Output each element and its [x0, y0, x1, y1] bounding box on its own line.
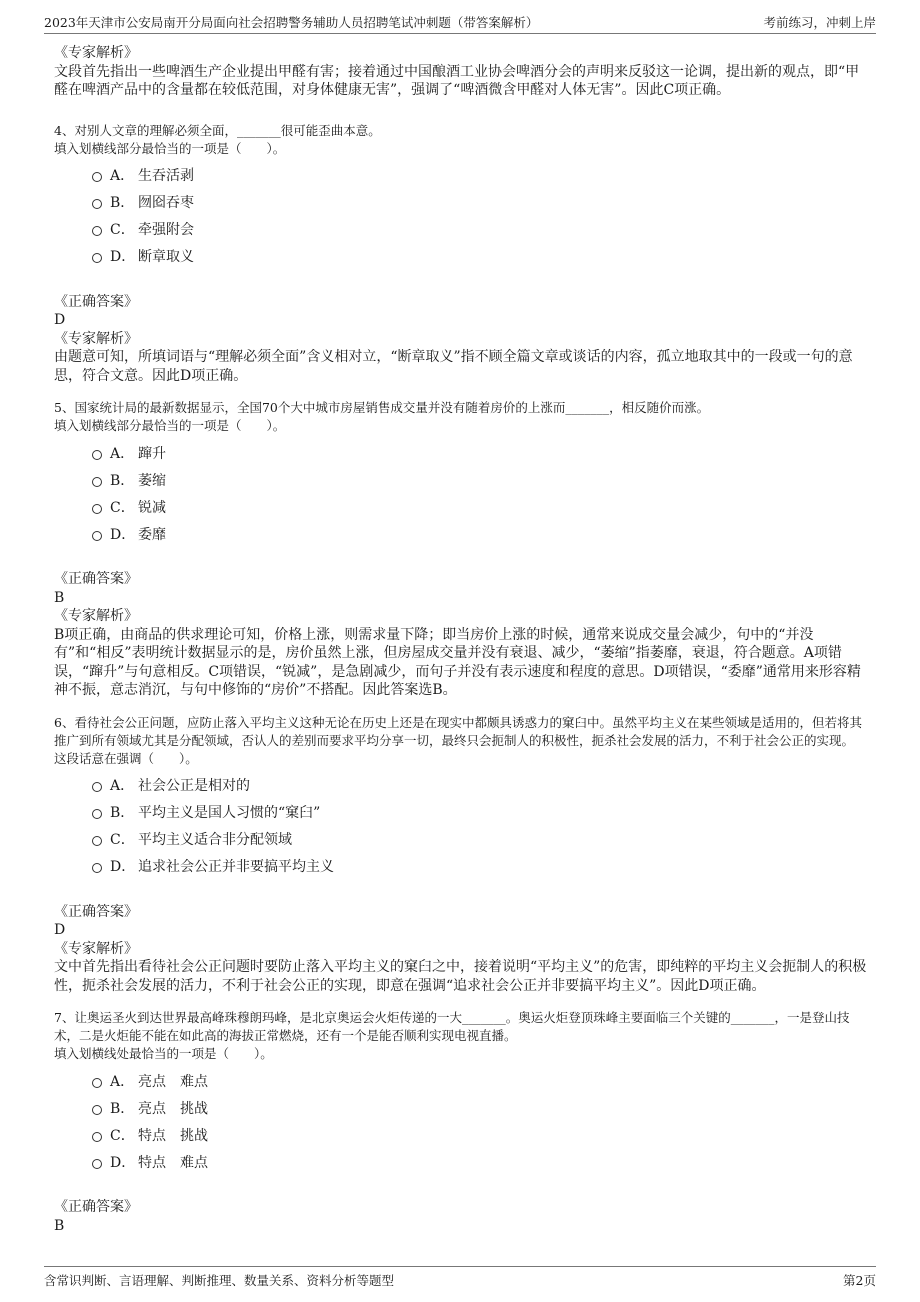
answer-block: [54, 570, 868, 700]
analysis-text: 文段首先指出一些啤酒生产企业提出甲醛有害；接着通过中国酿酒工业协会啤酒分会的声明来反驳这一论调，提出新的观点，即“甲醛在啤酒产品中的含量都在较低范围，对身体健康无害”，强调了“啤酒微含甲醛对人体无害”。因此C项正确。: [54, 63, 860, 98]
question-stem: 5、国家统计局的最新数据显示，全国70个大中城市房屋销售成交量并没有随着房价的上涨而_______，相反随价而涨。: [54, 400, 710, 415]
options-list: [92, 162, 868, 270]
radio-icon[interactable]: [92, 531, 102, 541]
answer-value: B: [54, 589, 65, 606]
option-a[interactable]: A． 社会公正是相对的: [92, 772, 868, 799]
previous-analysis: [54, 44, 868, 100]
question-4: [54, 122, 868, 386]
question-prompt: 填入划横线部分最恰当的一项是（ ）。: [54, 140, 286, 156]
options-list: [92, 439, 868, 547]
radio-icon[interactable]: [92, 253, 102, 263]
option-c[interactable]: C． 牵强附会: [92, 216, 868, 243]
answer-label: 《正确答案》: [54, 571, 138, 587]
option-a[interactable]: A． 亮点 难点: [92, 1067, 868, 1094]
analysis-text: B项正确，由商品的供求理论可知，价格上涨，则需求量下降；即当房价上涨的时候，通常来说成交量会减少，句中的“并没有”和“相反”表明统计数据显示的是，房价虽然上涨，但房屋成交量并没有衰退、减少，“萎缩”指萎靡，衰退，符合题意。A项错误，“蹿升”与句意相反。C项错误，“锐减”，是急剧减少，而句子并没有表示速度和程度的意思。D项错误，“委靡”通常用来形容精神不振，意志消沉，与句中修饰的“房价”不搭配。因此答案选B。: [54, 626, 861, 698]
question-stem: 7、让奥运圣火到达世界最高峰珠穆朗玛峰，是北京奥运会火炬传递的一大_______。奥运火炬登顶珠峰主要面临三个关键的_______，一是登山技术，二是火炬能不能在如此高的海拔正常燃烧，还有一个是能否顺利实现电视直播。: [54, 1010, 850, 1043]
answer-value: D: [54, 312, 66, 328]
option-c[interactable]: C． 平均主义适合非分配领域: [92, 826, 868, 853]
question-5: [54, 399, 868, 700]
question-prompt: 填入划横线处最恰当的一项是（ ）。: [54, 1046, 273, 1061]
header-slogan: 考前练习，冲刺上岸: [763, 15, 876, 30]
option-d[interactable]: D． 断章取义: [92, 243, 868, 270]
option-a[interactable]: A． 生吞活剥: [92, 162, 868, 189]
radio-icon[interactable]: [92, 1105, 102, 1115]
page-number: 第2页: [843, 1273, 876, 1288]
option-d[interactable]: D． 委靡: [92, 520, 868, 547]
option-b[interactable]: B． 囫囵吞枣: [92, 189, 868, 216]
option-c[interactable]: C． 特点 挑战: [92, 1121, 868, 1148]
page-footer: [44, 1266, 876, 1289]
answer-value: B: [54, 1217, 65, 1234]
question-stem: 6、看待社会公正问题，应防止落入平均主义这种无论在历史上还是在现实中都颇具诱惑力的窠臼中。虽然平均主义在某些领域是适用的，但若将其推广到所有领域尤其是分配领域，否认人的差别而要求平均分享一切，最终只会扼制人的积极性，扼杀社会发展的活力，不利于社会公正的实现。: [54, 714, 862, 748]
analysis-label: 《专家解析》: [54, 940, 138, 957]
radio-icon[interactable]: [92, 1159, 102, 1169]
analysis-label: 《专家解析》: [54, 330, 138, 347]
radio-icon[interactable]: [92, 172, 102, 182]
analysis-label: 《专家解析》: [54, 608, 138, 624]
question-6: [54, 714, 868, 996]
radio-icon[interactable]: [92, 836, 102, 846]
answer-label: 《正确答案》: [54, 903, 138, 920]
options-list: [92, 772, 868, 880]
radio-icon[interactable]: [92, 450, 102, 460]
option-b[interactable]: B． 平均主义是国人习惯的“窠臼”: [92, 799, 868, 826]
question-stem: 4、对别人文章的理解必须全面，_______很可能歪曲本意。: [54, 122, 381, 138]
answer-block: [54, 1198, 868, 1235]
radio-icon[interactable]: [92, 809, 102, 819]
question-7: [54, 1009, 868, 1235]
radio-icon[interactable]: [92, 504, 102, 514]
option-b[interactable]: B． 亮点 挑战: [92, 1094, 868, 1121]
radio-icon[interactable]: [92, 863, 102, 873]
radio-icon[interactable]: [92, 226, 102, 236]
analysis-text: 由题意可知，所填词语与“理解必须全面”含义相对立，“断章取义”指不顾全篇文章或谈话的内容，孤立地取其中的一段或一句的意思，符合文意。因此D项正确。: [54, 349, 853, 384]
footer-topics: 含常识判断、言语理解、判断推理、数量关系、资料分析等题型: [44, 1273, 395, 1288]
radio-icon[interactable]: [92, 1078, 102, 1088]
page-content: [54, 44, 868, 1235]
document-title: 2023年天津市公安局南开分局面向社会招聘警务辅助人员招聘笔试冲刺题（带答案解析）: [44, 15, 539, 30]
answer-value: D: [54, 922, 66, 938]
radio-icon[interactable]: [92, 477, 102, 487]
question-prompt: 这段话意在强调（ ）。: [54, 750, 198, 766]
option-d[interactable]: D． 追求社会公正并非要搞平均主义: [92, 853, 868, 880]
analysis-text: 文中首先指出看待社会公正问题时要防止落入平均主义的窠臼之中，接着说明“平均主义”的危害，即纯粹的平均主义会扼制人的积极性，扼杀社会发展的活力，不利于社会公正的实现，即意在强调“追求社会公正并非要搞平均主义”。因此D项正确。: [54, 959, 867, 994]
answer-block: [54, 293, 868, 386]
answer-label: 《正确答案》: [54, 1199, 138, 1215]
options-list: [92, 1067, 868, 1175]
answer-label: 《正确答案》: [54, 293, 138, 310]
answer-block: [54, 903, 868, 996]
page-header: [44, 11, 876, 34]
radio-icon[interactable]: [92, 1132, 102, 1142]
question-prompt: 填入划横线部分最恰当的一项是（ ）。: [54, 418, 286, 433]
option-c[interactable]: C． 锐减: [92, 493, 868, 520]
option-a[interactable]: A． 蹿升: [92, 439, 868, 466]
option-d[interactable]: D． 特点 难点: [92, 1148, 868, 1175]
option-b[interactable]: B． 萎缩: [92, 466, 868, 493]
analysis-label: 《专家解析》: [54, 45, 138, 61]
radio-icon[interactable]: [92, 199, 102, 209]
radio-icon[interactable]: [92, 782, 102, 792]
